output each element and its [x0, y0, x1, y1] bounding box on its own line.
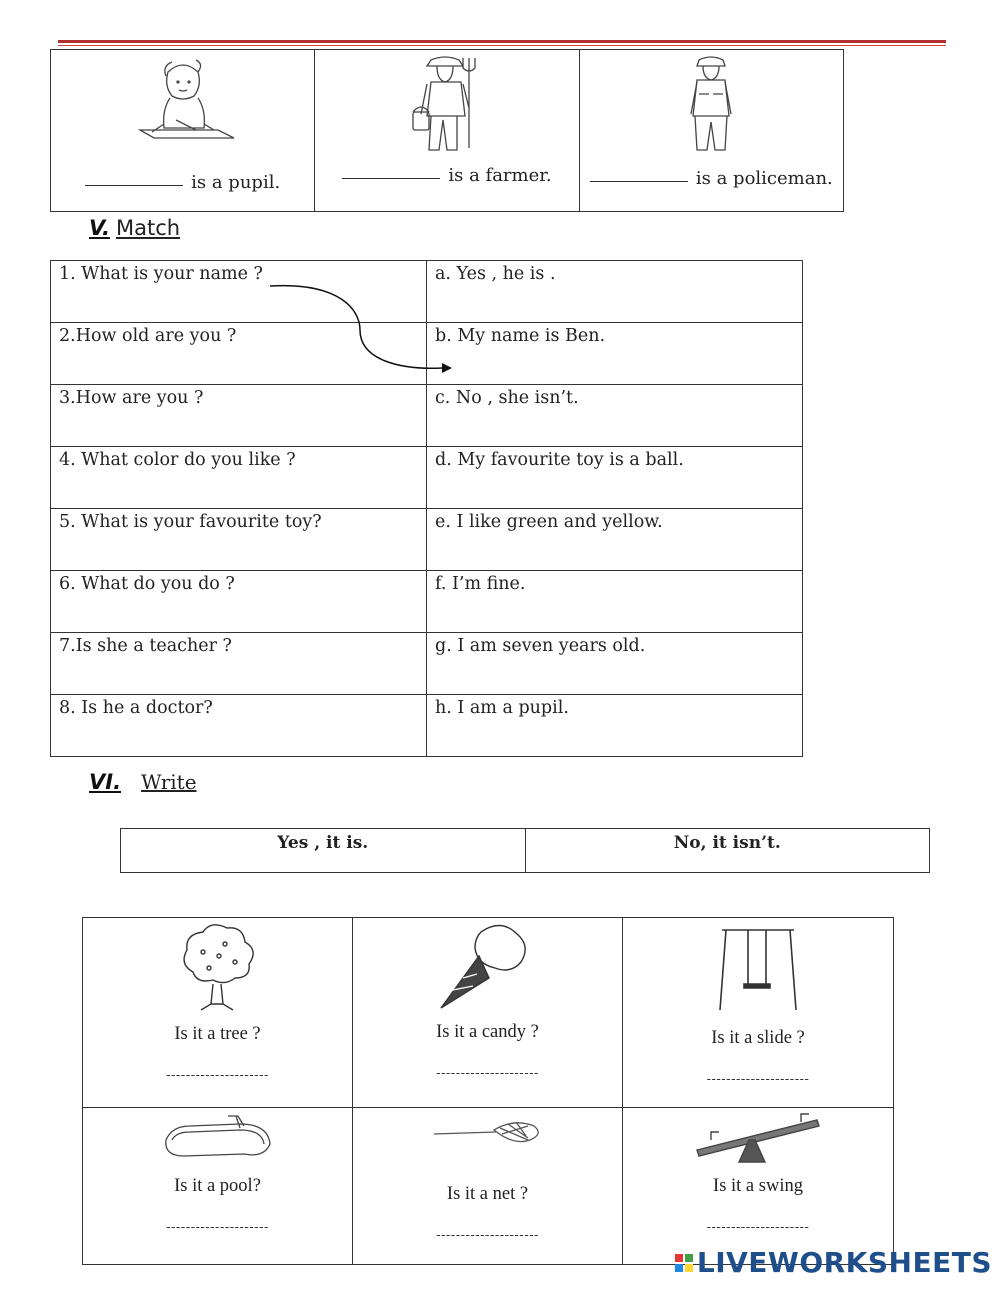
answer-blank[interactable]: [590, 181, 688, 182]
section-heading-match: [89, 216, 180, 240]
answer-line[interactable]: ---------------------: [706, 1220, 810, 1235]
farmer-icon: [397, 54, 497, 154]
answer-cell[interactable]: c. No , she isn’t.: [427, 385, 803, 447]
answer-cell[interactable]: d. My favourite toy is a ball.: [427, 447, 803, 509]
net-icon: [428, 1110, 548, 1162]
occupation-cell-policeman: [580, 50, 843, 211]
question-cell[interactable]: 1. What is your name ?: [51, 261, 427, 323]
answer-options-table: [120, 828, 930, 873]
logo-text: LIVEWORKSHEETS: [696, 1246, 992, 1279]
question-cell[interactable]: 8. Is he a doctor?: [51, 695, 427, 757]
answer-blank[interactable]: [342, 178, 440, 179]
picture-cell-slide: [623, 918, 893, 1108]
occupation-cell-farmer: [315, 50, 579, 211]
occupation-cell-pupil: [51, 50, 315, 211]
table-row: [51, 633, 803, 695]
answer-line[interactable]: ---------------------: [436, 1228, 539, 1243]
occupation-text: is a policeman.: [695, 168, 833, 189]
table-row: [51, 695, 803, 757]
section-number: VI.: [89, 770, 122, 794]
section-heading-write: [89, 770, 197, 794]
picture-question: Is it a pool?: [174, 1176, 261, 1196]
header-rule: [58, 40, 946, 43]
answer-line[interactable]: ---------------------: [706, 1072, 810, 1087]
picture-question: Is it a swing: [713, 1176, 803, 1196]
logo-mark-icon: [675, 1254, 693, 1272]
occupation-line-pupil: [51, 172, 314, 193]
table-row: [51, 385, 803, 447]
answer-cell[interactable]: g. I am seven years old.: [427, 633, 803, 695]
answer-cell[interactable]: h. I am a pupil.: [427, 695, 803, 757]
answer-cell[interactable]: e. I like green and yellow.: [427, 509, 803, 571]
section-title: Match: [115, 216, 181, 240]
picture-cell-tree: [83, 918, 353, 1108]
occupation-line-farmer: [315, 165, 578, 186]
picture-question: Is it a net ?: [446, 1184, 529, 1204]
table-row: [51, 447, 803, 509]
question-cell[interactable]: 2.How old are you ?: [51, 323, 427, 385]
section-title: Write: [141, 770, 197, 794]
table-row: [51, 509, 803, 571]
picture-question: Is it a slide ?: [711, 1028, 805, 1048]
question-cell[interactable]: 3.How are you ?: [51, 385, 427, 447]
picture-cell-net: [353, 1108, 623, 1264]
answer-cell[interactable]: f. I’m fine.: [427, 571, 803, 633]
ice-cream-icon: [433, 920, 543, 1015]
swing-icon: [708, 922, 808, 1012]
answer-cell[interactable]: a. Yes , he is .: [427, 261, 803, 323]
answer-line[interactable]: ---------------------: [166, 1068, 269, 1083]
picture-cell-pool: [83, 1108, 353, 1264]
example-match-arrow: [260, 280, 460, 380]
option-yes[interactable]: Yes , it is.: [121, 829, 526, 872]
question-cell[interactable]: 5. What is your favourite toy?: [51, 509, 427, 571]
answer-cell[interactable]: b. My name is Ben.: [427, 323, 803, 385]
occupation-text: is a farmer.: [448, 165, 552, 186]
occupation-line-policeman: [580, 168, 843, 189]
picture-question-grid: [82, 917, 894, 1265]
picture-cell-candy: [353, 918, 623, 1108]
question-cell[interactable]: 6. What do you do ?: [51, 571, 427, 633]
liveworksheets-logo: [675, 1246, 992, 1279]
answer-line[interactable]: ---------------------: [436, 1066, 539, 1081]
answer-line[interactable]: ---------------------: [166, 1220, 269, 1235]
tree-icon: [173, 922, 263, 1012]
answer-blank[interactable]: [85, 185, 183, 186]
question-cell[interactable]: 7.Is she a teacher ?: [51, 633, 427, 695]
picture-question: Is it a candy ?: [436, 1022, 539, 1042]
picture-question: Is it a tree ?: [174, 1024, 261, 1044]
option-no[interactable]: No, it isn’t.: [673, 833, 781, 853]
occupations-table: [50, 49, 844, 212]
policeman-icon: [671, 54, 751, 154]
question-cell[interactable]: 4. What color do you like ?: [51, 447, 427, 509]
seesaw-icon: [683, 1110, 833, 1166]
table-row: [51, 571, 803, 633]
section-number: V.: [89, 216, 110, 240]
pool-icon: [158, 1110, 278, 1162]
writing-girl-icon: [118, 54, 248, 154]
header-rule-thin: [58, 45, 946, 46]
occupation-text: is a pupil.: [191, 172, 281, 193]
picture-cell-swing: [623, 1108, 893, 1264]
